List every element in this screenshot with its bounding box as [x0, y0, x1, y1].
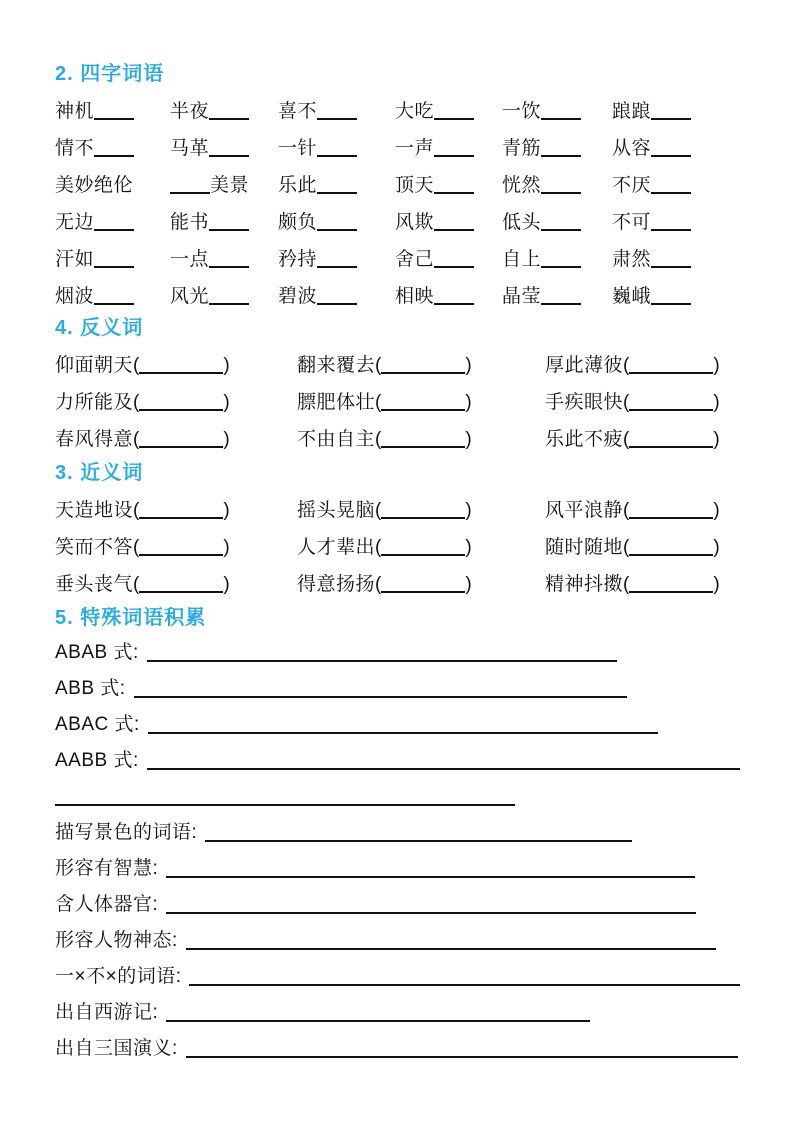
blank-line [541, 177, 581, 194]
word-stem: 顶天 [395, 175, 435, 196]
word-cell [170, 281, 278, 308]
close-paren: ) [465, 392, 472, 413]
blank-line [94, 251, 134, 268]
answer-blank-line [381, 539, 465, 556]
blank-line [209, 103, 249, 120]
blank-line [651, 140, 691, 157]
section-heading-synonyms: 3. 近义词 [55, 462, 144, 484]
word-stem: 低头 [502, 212, 542, 233]
answer-blank-line [629, 431, 713, 448]
word-stem: 美景 [210, 175, 250, 196]
word-cell [55, 170, 170, 197]
fill-in-label: 含人体器官: [55, 894, 159, 915]
phrase-text: 精神抖擞 [545, 574, 624, 595]
word-cell [278, 281, 395, 308]
fill-in-line [147, 768, 740, 770]
word-cell [55, 281, 170, 308]
open-paren: ( [133, 355, 140, 376]
close-paren: ) [223, 355, 230, 376]
close-paren: ) [713, 574, 720, 595]
word-cell [502, 170, 612, 197]
synonyms-row [55, 490, 743, 527]
blank-line [170, 177, 210, 194]
word-stem: 美妙绝伦 [55, 175, 134, 196]
blank-line [317, 251, 357, 268]
close-paren: ) [713, 392, 720, 413]
close-paren: ) [713, 355, 720, 376]
word-cell [55, 244, 170, 271]
word-stem: 青筋 [502, 138, 542, 159]
word-stem: 一针 [278, 138, 318, 159]
fill-in-line [55, 804, 515, 806]
fill-in-row [55, 917, 716, 953]
word-cell [612, 207, 742, 234]
fill-in-row [55, 989, 590, 1025]
close-paren: ) [465, 429, 472, 450]
word-stem: 自上 [502, 249, 542, 270]
word-cell [612, 96, 742, 123]
word-cell [170, 207, 278, 234]
fill-in-row [55, 845, 695, 881]
answer-blank-line [139, 431, 223, 448]
word-stem: 乐此 [278, 175, 318, 196]
section-heading-special-words: 5. 特殊词语积累 [55, 607, 207, 629]
blank-line [541, 214, 581, 231]
open-paren: ( [623, 500, 630, 521]
answer-blank-line [629, 539, 713, 556]
open-paren: ( [623, 574, 630, 595]
open-paren: ( [375, 355, 382, 376]
fill-in-line [166, 876, 695, 878]
fill-in-row [55, 953, 740, 989]
fill-in-row [55, 665, 627, 701]
word-cell [170, 244, 278, 271]
word-row [55, 165, 743, 202]
four-char-word-grid [55, 91, 743, 313]
synonyms-item [297, 532, 545, 559]
close-paren: ) [713, 429, 720, 450]
open-paren: ( [133, 392, 140, 413]
antonyms-item [297, 387, 545, 414]
word-stem: 不可 [612, 212, 652, 233]
blank-line [541, 103, 581, 120]
word-row [55, 239, 743, 276]
antonyms-row [55, 419, 743, 456]
phrase-text: 春风得意 [55, 429, 134, 450]
word-stem: 不厌 [612, 175, 652, 196]
phrase-text: 乐此不疲 [545, 429, 624, 450]
open-paren: ( [375, 500, 382, 521]
word-stem: 情不 [55, 138, 95, 159]
word-stem: 相映 [395, 286, 435, 307]
word-cell [170, 133, 278, 160]
word-cell [502, 96, 612, 123]
word-cell [55, 96, 170, 123]
phrase-text: 翻来覆去 [297, 355, 376, 376]
open-paren: ( [133, 574, 140, 595]
open-paren: ( [623, 537, 630, 558]
close-paren: ) [465, 355, 472, 376]
blank-line [434, 251, 474, 268]
word-cell [395, 170, 502, 197]
word-cell [278, 244, 395, 271]
phrase-text: 风平浪静 [545, 500, 624, 521]
word-cell [278, 133, 395, 160]
word-row [55, 202, 743, 239]
word-stem: 烟波 [55, 286, 95, 307]
word-stem: 一点 [170, 249, 210, 270]
fill-in-row [55, 881, 696, 917]
open-paren: ( [623, 429, 630, 450]
close-paren: ) [465, 574, 472, 595]
answer-blank-line [381, 394, 465, 411]
fill-in-label: ABAB 式: [55, 642, 139, 663]
fill-in-line [186, 948, 716, 950]
synonyms-item [55, 532, 297, 559]
word-cell [502, 207, 612, 234]
word-cell [612, 244, 742, 271]
antonyms-item [545, 387, 740, 414]
word-cell [395, 244, 502, 271]
blank-line [434, 103, 474, 120]
phrase-text: 厚此薄彼 [545, 355, 624, 376]
synonyms-item [545, 495, 740, 522]
answer-blank-line [381, 576, 465, 593]
blank-line [651, 214, 691, 231]
word-stem: 巍峨 [612, 286, 652, 307]
word-stem: 舍己 [395, 249, 435, 270]
word-row [55, 276, 743, 313]
word-stem: 风欺 [395, 212, 435, 233]
synonyms-item [297, 495, 545, 522]
phrase-text: 手疾眼快 [545, 392, 624, 413]
word-stem: 踉踉 [612, 101, 652, 122]
word-cell [502, 281, 612, 308]
synonyms-item [55, 495, 297, 522]
fill-in-line [134, 696, 627, 698]
blank-line [209, 288, 249, 305]
blank-line [317, 177, 357, 194]
answer-blank-line [139, 394, 223, 411]
synonyms-item [545, 569, 740, 596]
fill-in-line [186, 1056, 738, 1058]
blank-line [434, 288, 474, 305]
word-stem: 神机 [55, 101, 95, 122]
word-row [55, 91, 743, 128]
word-stem: 颇负 [278, 212, 318, 233]
fill-in-line [147, 660, 617, 662]
word-cell [170, 96, 278, 123]
fill-in-line [189, 984, 740, 986]
word-stem: 肃然 [612, 249, 652, 270]
word-stem: 汗如 [55, 249, 95, 270]
answer-blank-line [629, 576, 713, 593]
blank-line [209, 214, 249, 231]
fill-in-row [55, 809, 632, 845]
antonyms-row [55, 382, 743, 419]
word-stem: 大吃 [395, 101, 435, 122]
word-cell [395, 133, 502, 160]
section-heading-four-char-words: 2. 四字词语 [55, 63, 165, 85]
fill-in-row [55, 773, 515, 809]
answer-blank-line [629, 394, 713, 411]
fill-in-row [55, 701, 658, 737]
open-paren: ( [375, 429, 382, 450]
close-paren: ) [465, 537, 472, 558]
blank-line [651, 177, 691, 194]
blank-line [434, 177, 474, 194]
close-paren: ) [465, 500, 472, 521]
close-paren: ) [713, 500, 720, 521]
phrase-text: 天造地设 [55, 500, 134, 521]
fill-in-label: AABB 式: [55, 750, 139, 771]
open-paren: ( [375, 392, 382, 413]
open-paren: ( [375, 574, 382, 595]
close-paren: ) [223, 500, 230, 521]
fill-in-label: 出自西游记: [55, 1002, 159, 1023]
antonyms-row [55, 345, 743, 382]
fill-in-label: 形容有智慧: [55, 858, 159, 879]
fill-in-row [55, 737, 740, 773]
phrase-text: 膘肥体壮 [297, 392, 376, 413]
open-paren: ( [133, 429, 140, 450]
word-stem: 无边 [55, 212, 95, 233]
antonyms-item [545, 350, 740, 377]
blank-line [94, 140, 134, 157]
word-stem: 恍然 [502, 175, 542, 196]
blank-line [541, 140, 581, 157]
phrase-text: 得意扬扬 [297, 574, 376, 595]
answer-blank-line [381, 502, 465, 519]
answer-blank-line [381, 357, 465, 374]
special-words-lines [55, 629, 743, 1061]
close-paren: ) [223, 429, 230, 450]
fill-in-line [148, 732, 658, 734]
fill-in-label: 一×不×的词语: [55, 966, 182, 987]
blank-line [209, 140, 249, 157]
answer-blank-line [381, 431, 465, 448]
fill-in-label: 形容人物神态: [55, 930, 178, 951]
synonyms-row [55, 564, 743, 601]
answer-blank-line [139, 502, 223, 519]
phrase-text: 垂头丧气 [55, 574, 134, 595]
open-paren: ( [133, 537, 140, 558]
answer-blank-line [139, 576, 223, 593]
fill-in-line [166, 912, 696, 914]
phrase-text: 摇头晃脑 [297, 500, 376, 521]
blank-line [317, 214, 357, 231]
word-stem: 一声 [395, 138, 435, 159]
synonyms-item [545, 532, 740, 559]
open-paren: ( [133, 500, 140, 521]
blank-line [541, 288, 581, 305]
blank-line [317, 140, 357, 157]
word-stem: 晶莹 [502, 286, 542, 307]
answer-blank-line [139, 357, 223, 374]
antonyms-item [297, 424, 545, 451]
blank-line [541, 251, 581, 268]
close-paren: ) [713, 537, 720, 558]
word-stem: 半夜 [170, 101, 210, 122]
phrase-text: 仰面朝天 [55, 355, 134, 376]
word-cell [502, 244, 612, 271]
synonyms-grid [55, 490, 743, 601]
section-heading-antonyms: 4. 反义词 [55, 317, 144, 339]
close-paren: ) [223, 574, 230, 595]
fill-in-label: 出自三国演义: [55, 1038, 178, 1059]
open-paren: ( [623, 392, 630, 413]
open-paren: ( [623, 355, 630, 376]
fill-in-label: ABAC 式: [55, 714, 140, 735]
antonyms-item [545, 424, 740, 451]
blank-line [651, 251, 691, 268]
blank-line [651, 103, 691, 120]
blank-line [94, 214, 134, 231]
fill-in-line [166, 1020, 590, 1022]
synonyms-row [55, 527, 743, 564]
fill-in-row [55, 629, 617, 665]
blank-line [209, 251, 249, 268]
synonyms-item [55, 569, 297, 596]
word-cell [612, 170, 742, 197]
word-cell [395, 281, 502, 308]
synonyms-item [297, 569, 545, 596]
phrase-text: 不由自主 [297, 429, 376, 450]
word-cell [612, 133, 742, 160]
phrase-text: 随时随地 [545, 537, 624, 558]
word-cell [170, 170, 278, 197]
answer-blank-line [629, 357, 713, 374]
word-row [55, 128, 743, 165]
word-cell [55, 207, 170, 234]
close-paren: ) [223, 537, 230, 558]
fill-in-row [55, 1025, 738, 1061]
word-stem: 从容 [612, 138, 652, 159]
answer-blank-line [629, 502, 713, 519]
antonyms-item [297, 350, 545, 377]
word-stem: 矜持 [278, 249, 318, 270]
blank-line [651, 288, 691, 305]
open-paren: ( [375, 537, 382, 558]
blank-line [317, 103, 357, 120]
blank-line [434, 214, 474, 231]
word-stem: 马革 [170, 138, 210, 159]
word-cell [395, 96, 502, 123]
antonyms-item [55, 387, 297, 414]
fill-in-line [205, 840, 632, 842]
word-cell [55, 133, 170, 160]
phrase-text: 人才辈出 [297, 537, 376, 558]
word-cell [278, 207, 395, 234]
blank-line [94, 103, 134, 120]
antonyms-item [55, 350, 297, 377]
phrase-text: 笑而不答 [55, 537, 134, 558]
word-stem: 风光 [170, 286, 210, 307]
blank-line [94, 288, 134, 305]
word-cell [395, 207, 502, 234]
word-stem: 能书 [170, 212, 210, 233]
word-cell [612, 281, 742, 308]
fill-in-label: ABB 式: [55, 678, 126, 699]
word-stem: 一饮 [502, 101, 542, 122]
word-cell [502, 133, 612, 160]
word-cell [278, 170, 395, 197]
antonyms-grid [55, 345, 743, 456]
word-cell [278, 96, 395, 123]
phrase-text: 力所能及 [55, 392, 134, 413]
fill-in-label: 描写景色的词语: [55, 822, 198, 843]
word-stem: 喜不 [278, 101, 318, 122]
blank-line [434, 140, 474, 157]
word-stem: 碧波 [278, 286, 318, 307]
blank-line [317, 288, 357, 305]
close-paren: ) [223, 392, 230, 413]
antonyms-item [55, 424, 297, 451]
answer-blank-line [139, 539, 223, 556]
